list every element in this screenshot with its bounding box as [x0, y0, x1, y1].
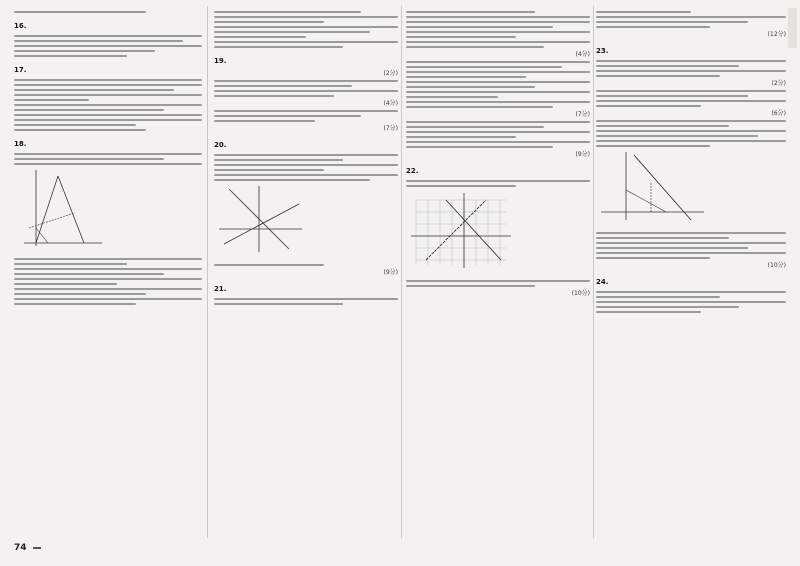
score-mark: (2分): [383, 70, 398, 77]
score-mark: (10分): [767, 262, 786, 269]
function-graph: [214, 184, 304, 254]
score-mark: (7分): [383, 125, 398, 132]
question-22-number: 22.: [406, 167, 419, 175]
score-mark: (12分): [767, 31, 786, 38]
coordinate-grid-figure: [406, 190, 516, 270]
question-16-number: 16.: [14, 22, 27, 30]
footer-text: [33, 547, 41, 549]
score-mark: (9分): [383, 269, 398, 276]
page-number: 74: [14, 543, 27, 553]
page-footer: [14, 541, 41, 555]
line-triangle-figure: [596, 150, 706, 222]
score-mark: (4分): [383, 100, 398, 107]
score-mark: (4分): [575, 51, 590, 58]
score-mark: (9分): [575, 151, 590, 158]
question-23-number: 23.: [596, 47, 609, 55]
question-21-number: 21.: [214, 285, 227, 293]
score-mark: (10分): [571, 290, 590, 297]
score-mark: (6分): [771, 110, 786, 117]
column-4: [596, 8, 786, 536]
column-3: [406, 8, 590, 536]
column-2: [214, 8, 398, 536]
question-24-number: 24.: [596, 278, 609, 286]
question-18-number: 18.: [14, 140, 27, 148]
question-20-number: 20.: [214, 141, 227, 149]
question-17-number: 17.: [14, 66, 27, 74]
column-1: [14, 8, 202, 536]
side-tab: [788, 8, 797, 48]
question-19-number: 19.: [214, 57, 227, 65]
score-mark: (7分): [575, 111, 590, 118]
geometry-figure: [14, 168, 104, 248]
score-mark: (2分): [771, 80, 786, 87]
